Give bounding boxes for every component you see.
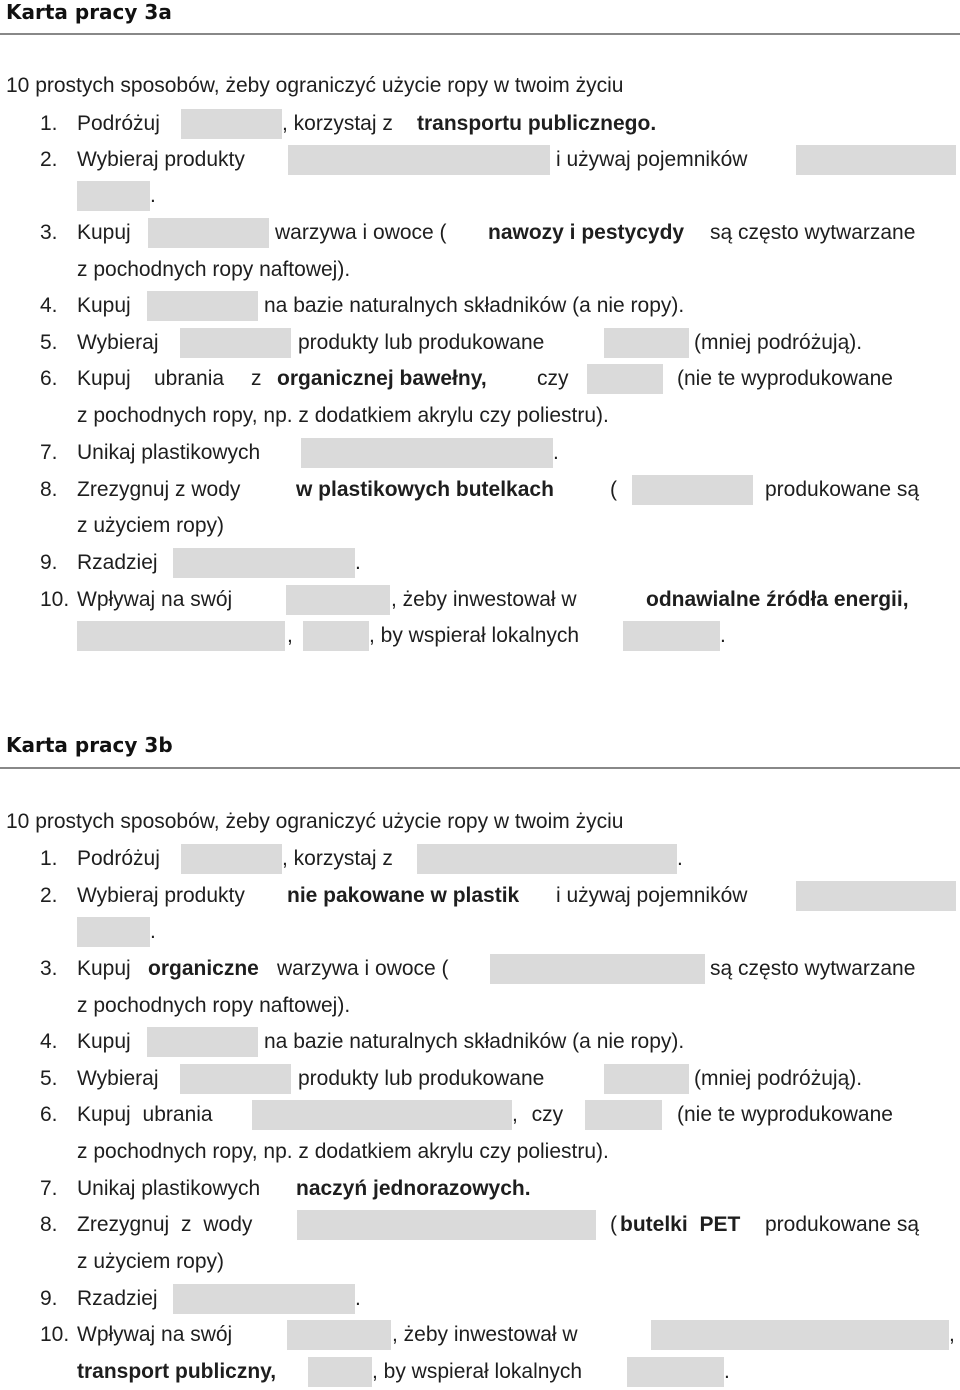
item-number: 4.	[40, 1030, 58, 1053]
blank-field[interactable]	[173, 548, 355, 578]
item-text: (	[610, 1213, 617, 1236]
sheet-b-intro	[0, 804, 960, 840]
item-text: Wpływaj na swój	[77, 1323, 233, 1346]
item-number: 5.	[40, 1067, 58, 1090]
sheet-b-item-2-cont	[0, 914, 960, 950]
item-text: , by wspierał lokalnych	[372, 1360, 583, 1383]
item-text: z	[251, 367, 262, 390]
sheet-b-item-7	[0, 1171, 960, 1207]
item-text: warzywa i owoce (	[275, 221, 447, 244]
item-text: .	[553, 441, 559, 464]
blank-field[interactable]	[796, 145, 956, 175]
item-text: Wybieraj produkty	[77, 884, 245, 907]
item-number: 2.	[40, 884, 58, 907]
blank-field[interactable]	[308, 1357, 372, 1387]
item-text-bold: transport publiczny,	[77, 1360, 277, 1383]
item-text: .	[355, 551, 361, 574]
blank-field[interactable]	[627, 1357, 724, 1387]
sheet-a-intro	[0, 68, 960, 104]
item-text: .	[720, 624, 726, 647]
sheet-a-item-3-cont	[0, 252, 960, 288]
item-number: 2.	[40, 148, 58, 171]
item-text: , żeby inwestował w	[392, 1323, 578, 1346]
item-text-bold: w plastikowych butelkach	[296, 478, 554, 501]
blank-field[interactable]	[77, 621, 285, 651]
blank-field[interactable]	[604, 328, 689, 358]
item-text: ,	[949, 1323, 955, 1346]
item-text: produkty lub produkowane	[298, 331, 545, 354]
item-number: 8.	[40, 1213, 58, 1236]
item-text: (	[610, 478, 617, 501]
item-text: i używaj pojemników	[556, 148, 748, 171]
item-number: 4.	[40, 294, 58, 317]
sheet-b-item-2	[0, 878, 960, 914]
sheet-b-item-8	[0, 1207, 960, 1243]
item-text-bold: organiczne	[148, 957, 259, 980]
sheet-a-item-8-cont	[0, 508, 960, 544]
item-text: Rzadziej	[77, 551, 158, 574]
blank-field[interactable]	[623, 621, 720, 651]
item-text-bold: naczyń jednorazowych.	[296, 1177, 531, 1200]
item-text: i używaj pojemników	[556, 884, 748, 907]
sheet-a-item-10	[0, 582, 960, 618]
sheet-a-item-6-cont	[0, 398, 960, 434]
item-number: 1.	[40, 112, 58, 135]
blank-field[interactable]	[147, 1027, 258, 1057]
item-text-bold: nawozy i pestycydy	[488, 221, 685, 244]
intro-text: 10 prostych sposobów, żeby ograniczyć użycie ropy w twoim życiu	[6, 74, 624, 97]
item-text: Kupuj	[77, 957, 131, 980]
item-text: Wybieraj	[77, 331, 159, 354]
item-text: są często wytwarzane	[710, 221, 916, 244]
item-text: Wybieraj	[77, 1067, 159, 1090]
blank-field[interactable]	[288, 145, 550, 175]
sheet-a-item-8	[0, 472, 960, 508]
item-text: z pochodnych ropy naftowej).	[77, 994, 351, 1017]
item-text: , korzystaj z	[282, 112, 393, 135]
intro-text: 10 prostych sposobów, żeby ograniczyć użycie ropy w twoim życiu	[6, 810, 624, 833]
item-text: Kupuj	[77, 367, 131, 390]
sheet-a-item-3	[0, 215, 960, 251]
item-text: , żeby inwestował w	[391, 588, 577, 611]
sheet-a-item-10-cont	[0, 618, 960, 654]
sheet-a-divider	[0, 33, 960, 35]
blank-field[interactable]	[796, 881, 956, 911]
item-text: (nie te wyprodukowane	[677, 367, 893, 390]
item-number: 3.	[40, 957, 58, 980]
item-text: .	[724, 1360, 730, 1383]
sheet-b-item-8-cont	[0, 1244, 960, 1280]
sheet-b-item-4	[0, 1024, 960, 1060]
item-text: Rzadziej	[77, 1287, 158, 1310]
item-text: Kupuj	[77, 1030, 131, 1053]
sheet-b-item-10-cont	[0, 1354, 960, 1390]
blank-field[interactable]	[287, 1320, 391, 1350]
item-text: produkowane są	[765, 1213, 920, 1236]
item-text: z pochodnych ropy, np. z dodatkiem akrylu czy poliestru).	[77, 404, 609, 427]
sheet-b-item-5	[0, 1061, 960, 1097]
item-number: 6.	[40, 1103, 58, 1126]
item-text: Podróżuj	[77, 112, 160, 135]
sheet-b-item-1	[0, 841, 960, 877]
item-text: Unikaj plastikowych	[77, 441, 261, 464]
item-text: z użyciem ropy)	[77, 514, 225, 537]
sheet-b-item-6	[0, 1097, 960, 1133]
blank-field[interactable]	[651, 1320, 949, 1350]
item-text: Podróżuj	[77, 847, 160, 870]
item-text-bold: transportu publicznego.	[417, 112, 657, 135]
item-number: 8.	[40, 478, 58, 501]
item-text: czy	[537, 367, 569, 390]
item-text-bold: organicznej bawełny,	[277, 367, 487, 390]
blank-field[interactable]	[604, 1064, 689, 1094]
item-number: 9.	[40, 1287, 58, 1310]
item-text: Zrezygnuj z wody	[77, 478, 241, 501]
sheet-b-item-3	[0, 951, 960, 987]
item-number: 5.	[40, 331, 58, 354]
sheet-a-item-5	[0, 325, 960, 361]
blank-field[interactable]	[303, 621, 369, 651]
item-text: są często wytwarzane	[710, 957, 916, 980]
item-text: (mniej podróżują).	[694, 1067, 863, 1090]
blank-field[interactable]	[180, 328, 291, 358]
item-number: 6.	[40, 367, 58, 390]
item-text: Zrezygnuj z wody	[77, 1213, 253, 1236]
blank-field[interactable]	[417, 844, 677, 874]
item-text: .	[355, 1287, 361, 1310]
item-text: Kupuj ubrania	[77, 1103, 213, 1126]
blank-field[interactable]	[587, 364, 663, 394]
sheet-a-item-9	[0, 545, 960, 581]
item-number: 3.	[40, 221, 58, 244]
sheet-b-item-6-cont	[0, 1134, 960, 1170]
item-text: .	[150, 920, 156, 943]
blank-field[interactable]	[77, 917, 150, 947]
item-text: z pochodnych ropy, np. z dodatkiem akrylu czy poliestru).	[77, 1140, 609, 1163]
item-text: (mniej podróżują).	[694, 331, 863, 354]
item-text: Wybieraj produkty	[77, 148, 245, 171]
item-text-bold: odnawialne źródła energii,	[646, 588, 909, 611]
item-text: Wpływaj na swój	[77, 588, 233, 611]
item-text: na bazie naturalnych składników (a nie ropy).	[264, 1030, 685, 1053]
blank-field[interactable]	[297, 1210, 596, 1240]
item-text: , by wspierał lokalnych	[369, 624, 580, 647]
item-text: z pochodnych ropy naftowej).	[77, 258, 351, 281]
blank-field[interactable]	[286, 585, 390, 615]
sheet-a-item-7	[0, 435, 960, 471]
sheet-b-item-3-cont	[0, 988, 960, 1024]
item-number: 7.	[40, 441, 58, 464]
item-text: .	[677, 847, 683, 870]
item-text-bold: nie pakowane w plastik	[287, 884, 520, 907]
blank-field[interactable]	[173, 1284, 355, 1314]
item-text: z użyciem ropy)	[77, 1250, 225, 1273]
blank-field[interactable]	[180, 1064, 291, 1094]
item-number: 1.	[40, 847, 58, 870]
sheet-b-item-9	[0, 1281, 960, 1317]
sheet-a-title: Karta pracy 3a	[6, 0, 172, 24]
item-text: na bazie naturalnych składników (a nie ropy).	[264, 294, 685, 317]
blank-field[interactable]	[148, 218, 269, 248]
item-text-bold: butelki PET	[620, 1213, 741, 1236]
blank-field[interactable]	[147, 291, 258, 321]
item-text: ubrania	[154, 367, 225, 390]
item-text: , czy	[512, 1103, 564, 1126]
sheet-a-item-1	[0, 106, 960, 142]
item-text: Kupuj	[77, 294, 131, 317]
item-text: Unikaj plastikowych	[77, 1177, 261, 1200]
item-text: produkowane są	[765, 478, 920, 501]
blank-field[interactable]	[77, 181, 150, 211]
item-text: Kupuj	[77, 221, 131, 244]
item-text: .	[150, 184, 156, 207]
blank-field[interactable]	[632, 475, 753, 505]
sheet-b-item-10	[0, 1317, 960, 1353]
item-number: 10.	[40, 1323, 70, 1346]
sheet-a-item-2-cont	[0, 178, 960, 214]
blank-field[interactable]	[181, 844, 282, 874]
blank-field[interactable]	[585, 1100, 662, 1130]
blank-field[interactable]	[181, 109, 282, 139]
blank-field[interactable]	[490, 954, 705, 984]
sheet-a-item-6	[0, 361, 960, 397]
item-text: , korzystaj z	[282, 847, 393, 870]
sheet-b-divider	[0, 767, 960, 769]
item-text: produkty lub produkowane	[298, 1067, 545, 1090]
blank-field[interactable]	[301, 438, 553, 468]
item-text: (nie te wyprodukowane	[677, 1103, 893, 1126]
item-number: 10.	[40, 588, 70, 611]
item-number: 7.	[40, 1177, 58, 1200]
item-number: 9.	[40, 551, 58, 574]
sheet-b-title: Karta pracy 3b	[6, 733, 173, 757]
sheet-a-item-4	[0, 288, 960, 324]
sheet-a-item-2	[0, 142, 960, 178]
item-text: ,	[287, 624, 293, 647]
item-text: warzywa i owoce (	[277, 957, 449, 980]
blank-field[interactable]	[252, 1100, 512, 1130]
